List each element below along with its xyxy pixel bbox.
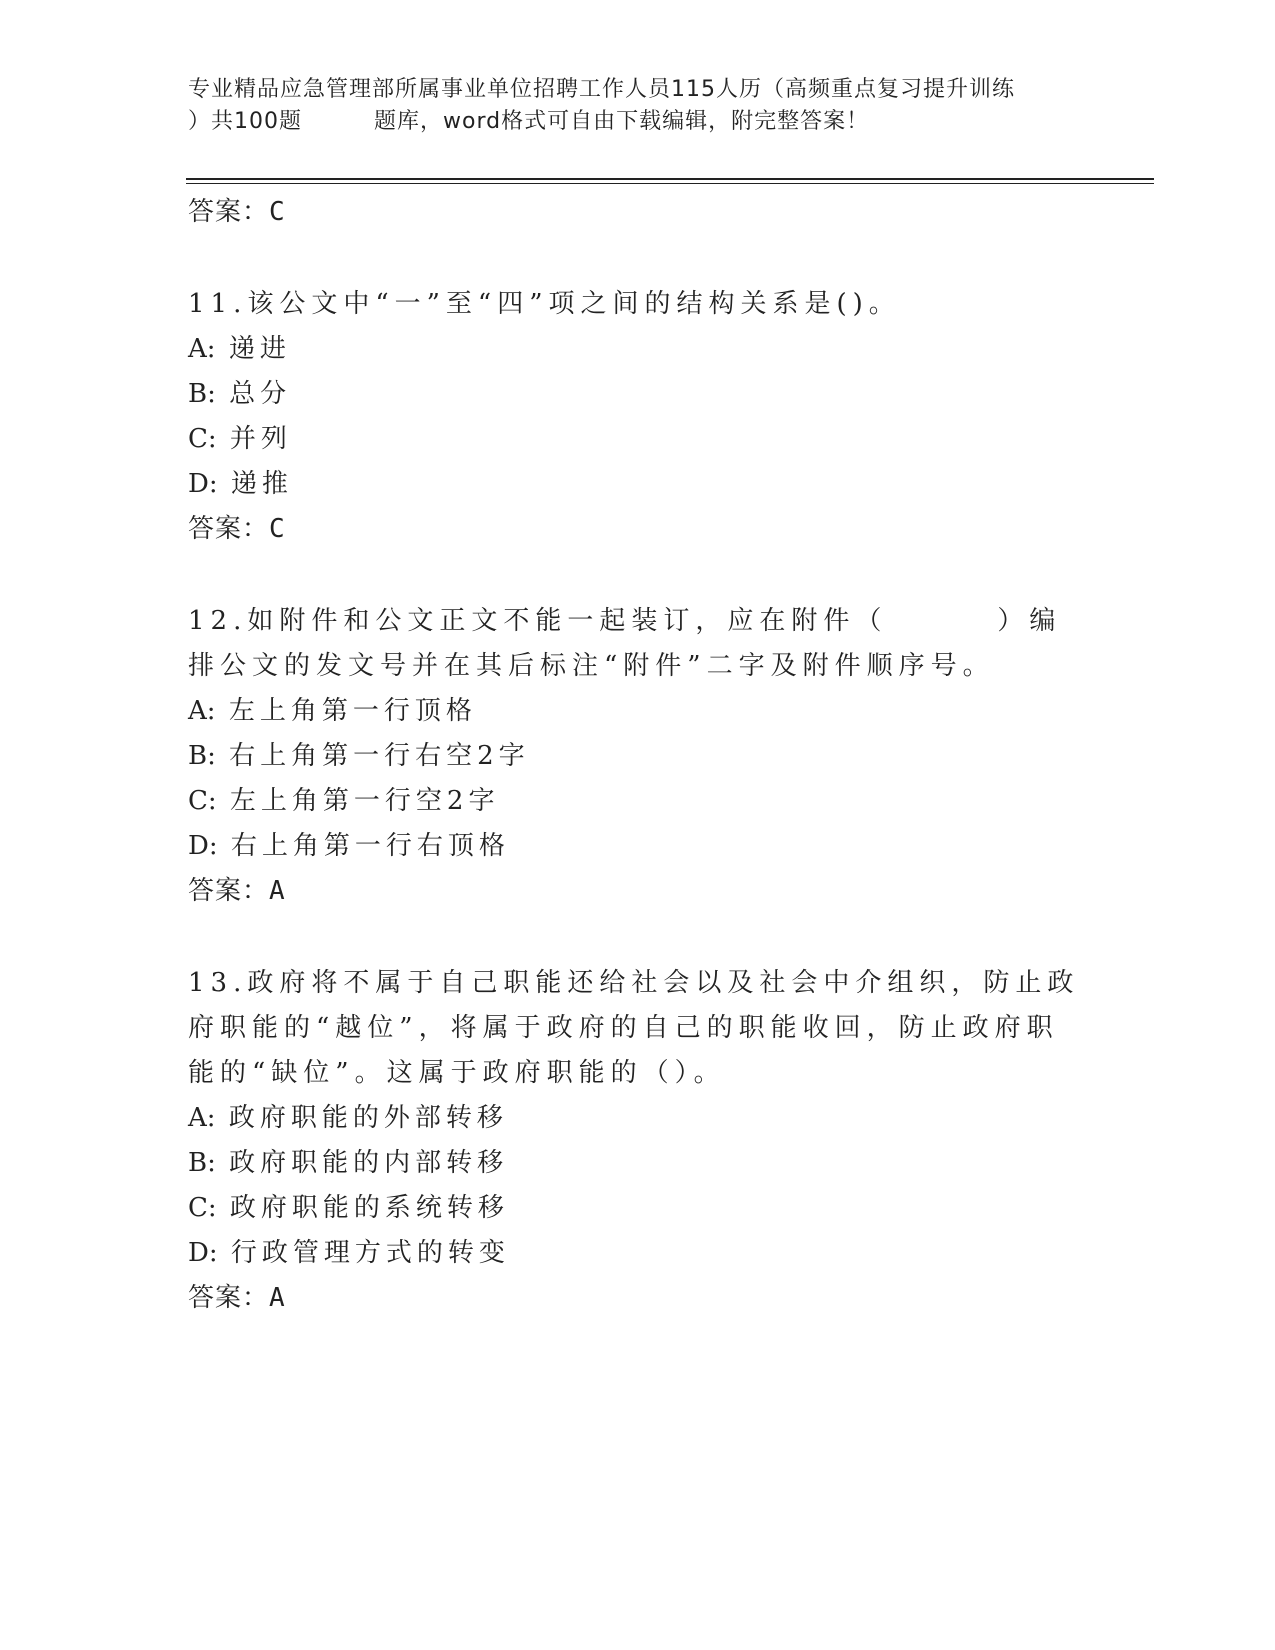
- header-divider-thick: [186, 178, 1154, 180]
- option-letter: A:: [188, 334, 216, 364]
- answer-value: C: [269, 197, 286, 227]
- option-text: 右上角第一行右空2字: [229, 741, 530, 771]
- question-stem-start: 12.如附件和公文正文不能一起装订，应在附件（: [188, 606, 888, 636]
- question-stem: 11.该公文中“一”至“四”项之间的结构关系是()。: [188, 289, 901, 319]
- header-line-1: 专业精品应急管理部所属事业单位招聘工作人员115人历（高频重点复习提升训练: [188, 77, 1015, 102]
- option-letter: A:: [188, 696, 216, 726]
- option-b: [188, 372, 1088, 417]
- option-text: 递推: [230, 469, 293, 499]
- answer-label: 答案：: [188, 1283, 270, 1313]
- option-text: 政府职能的内部转移: [229, 1148, 509, 1178]
- option-c: [188, 417, 1088, 462]
- previous-answer: [188, 190, 1088, 234]
- question-stem: 13.政府将不属于自己职能还给社会以及社会中介组织，防止政府职能的“越位”，将属于政府的自己的职能收回，防止政府职能的“缺位”。这属于政府职能的（）。: [188, 968, 1080, 1088]
- answer-label: 答案：: [188, 876, 270, 906]
- question-12: [188, 599, 1088, 913]
- answer: [188, 1276, 1088, 1320]
- option-d: [188, 462, 1088, 507]
- option-c: [188, 779, 1088, 824]
- option-letter: C:: [188, 786, 217, 816]
- answer-value: A: [269, 1283, 286, 1313]
- question-11: [188, 282, 1088, 551]
- option-b: [188, 734, 1088, 779]
- option-a: [188, 689, 1088, 734]
- answer-value: C: [269, 514, 286, 544]
- option-text: 并列: [229, 424, 292, 454]
- header-line-2-end: 题库，word格式可自由下载编辑，附完整答案！: [374, 109, 870, 134]
- option-d: [188, 824, 1088, 869]
- option-letter: B:: [188, 741, 216, 771]
- option-letter: A:: [188, 1103, 216, 1133]
- header-line-2: [188, 106, 1088, 138]
- option-letter: C:: [188, 424, 217, 454]
- option-text: 总分: [229, 379, 292, 409]
- answer: [188, 507, 1088, 551]
- option-text: 右上角第一行右顶格: [230, 831, 510, 861]
- option-text: 政府职能的外部转移: [228, 1103, 508, 1133]
- answer-label: 答案：: [188, 197, 270, 227]
- answer-label: 答案：: [188, 514, 270, 544]
- option-a: [188, 327, 1088, 372]
- question-13: [188, 961, 1088, 1320]
- option-text: 左上角第一行顶格: [228, 696, 477, 726]
- option-c: [188, 1186, 1088, 1231]
- option-b: [188, 1141, 1088, 1186]
- option-text: 行政管理方式的转变: [230, 1238, 510, 1268]
- answer: [188, 869, 1088, 913]
- option-d: [188, 1231, 1088, 1276]
- option-letter: D:: [188, 1238, 218, 1268]
- option-text: 左上角第一行空2字: [229, 786, 500, 816]
- document-body: [188, 190, 1088, 1320]
- option-letter: C:: [188, 1193, 217, 1223]
- option-a: [188, 1096, 1088, 1141]
- option-text: 递进: [228, 334, 291, 364]
- option-letter: B:: [188, 379, 216, 409]
- option-letter: D:: [188, 831, 218, 861]
- option-letter: D:: [188, 469, 218, 499]
- question-stem-end: ）编排公文的发文号并在其后标注“附件”二字及附件顺序号。: [188, 606, 1062, 681]
- page-header: [188, 74, 1088, 138]
- header-line-2-start: ）共100题: [188, 109, 302, 134]
- option-text: 政府职能的系统转移: [229, 1193, 509, 1223]
- header-divider-thin: [186, 183, 1154, 184]
- question-stem: [188, 599, 1088, 689]
- option-letter: B:: [188, 1148, 216, 1178]
- answer-value: A: [269, 876, 286, 906]
